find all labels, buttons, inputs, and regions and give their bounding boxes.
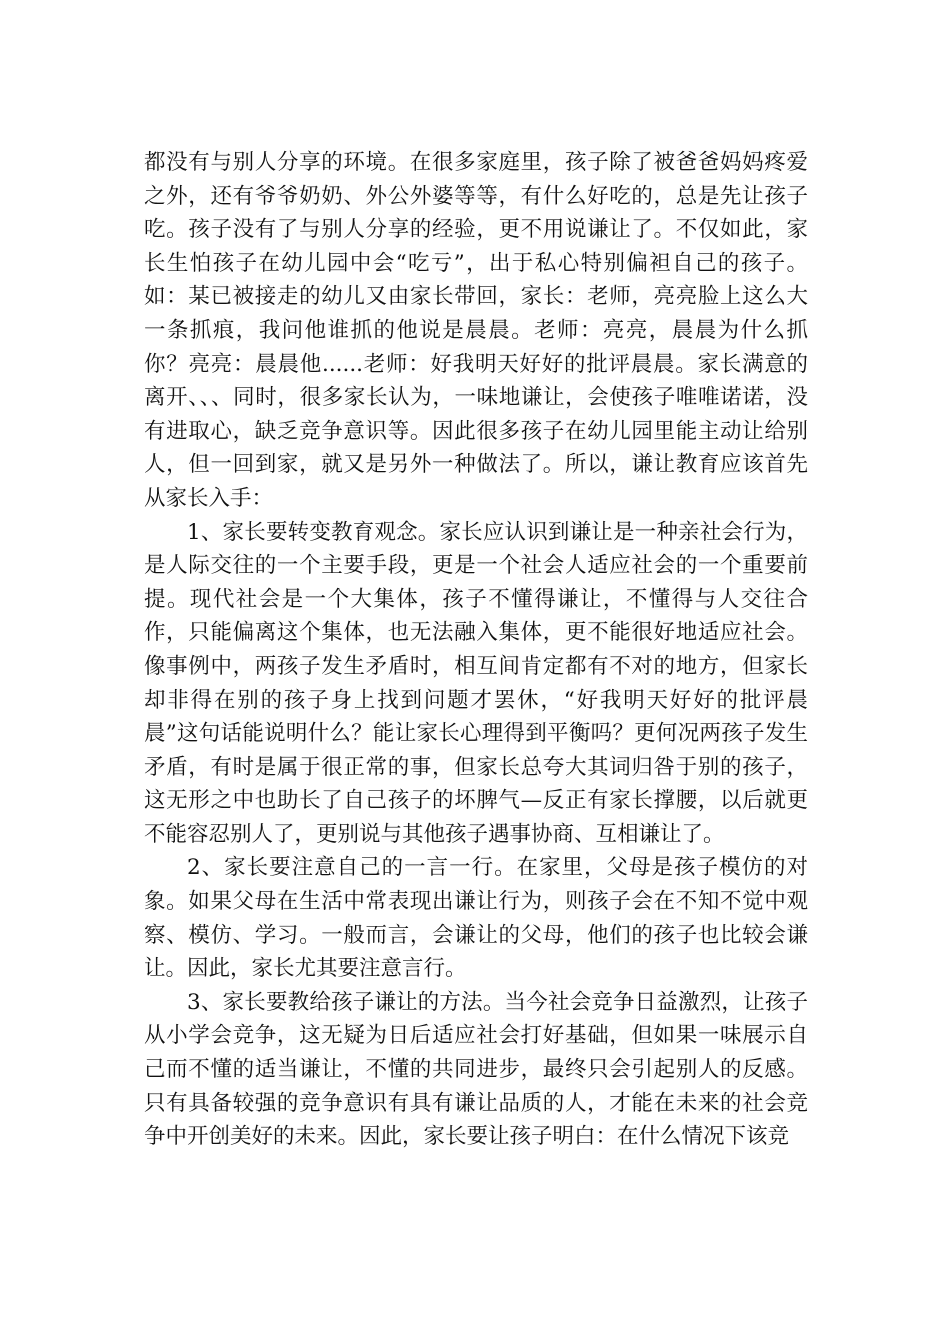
document-body — [144, 146, 808, 1154]
paragraph-intro: 都没有与别人分享的环境。在很多家庭里，孩子除了被爸爸妈妈疼爱之外，还有爷爷奶奶、外公外婆等等，有什么好吃的，总是先让孩子吃。孩子没有了与别人分享的经验，更不用说谦让了。不仅如此，家长生怕孩子在幼儿园中会“吃亏”，出于私心特别偏袒自己的孩子。如：某已被接走的幼儿又由家长带回，家长：老师，亮亮脸上这么大一条抓痕，我问他谁抓的他说是晨晨。老师：亮亮，晨晨为什么抓你？亮亮：晨晨他......老师：好我明天好好的批评晨晨。家长满意的离开、、、同时，很多家长认为，一味地谦让，会使孩子唯唯诺诺，没有进取心，缺乏竞争意识等。因此很多孩子在幼儿园里能主动让给别人，但一回到家，就又是另外一种做法了。所以，谦让教育应该首先从家长入手： — [144, 150, 808, 511]
paragraph-point-1: 1、家长要转变教育观念。家长应认识到谦让是一种亲社会行为，是人际交往的一个主要手段，更是一个社会人适应社会的一个重要前提。现代社会是一个大集体，孩子不懂得谦让，不懂得与人交往合作，只能偏离这个集体，也无法融入集体，更不能很好地适应社会。像事例中，两孩子发生矛盾时，相互间肯定都有不对的地方，但家长却非得在别的孩子身上找到问题才罢休，“好我明天好好的批评晨晨”这句话能说明什么？能让家长心理得到平衡吗？更何况两孩子发生矛盾，有时是属于很正常的事，但家长总夸大其词归咎于别的孩子，这无形之中也助长了自己孩子的坏脾气—反正有家长撑腰，以后就更不能容忍别人了，更别说与其他孩子遇事协商、互相谦让了。 — [144, 519, 808, 847]
paragraph-point-2: 2、家长要注意自己的一言一行。在家里，父母是孩子模仿的对象。如果父母在生活中常表现出谦让行为，则孩子会在不知不觉中观察、模仿、学习。一般而言，会谦让的父母，他们的孩子也比较会谦让。因此，家长尤其要注意言行。 — [144, 855, 808, 982]
paragraph-point-3: 3、家长要教给孩子谦让的方法。当今社会竞争日益激烈，让孩子从小学会竞争，这无疑为日后适应社会打好基础，但如果一味展示自己而不懂的适当谦让，不懂的共同进步，最终只会引起别人的反感。只有具备较强的竞争意识有具有谦让品质的人，才能在未来的社会竞争中开创美好的未来。因此，家长要让孩子明白：在什么情况下该竞 — [144, 989, 808, 1150]
